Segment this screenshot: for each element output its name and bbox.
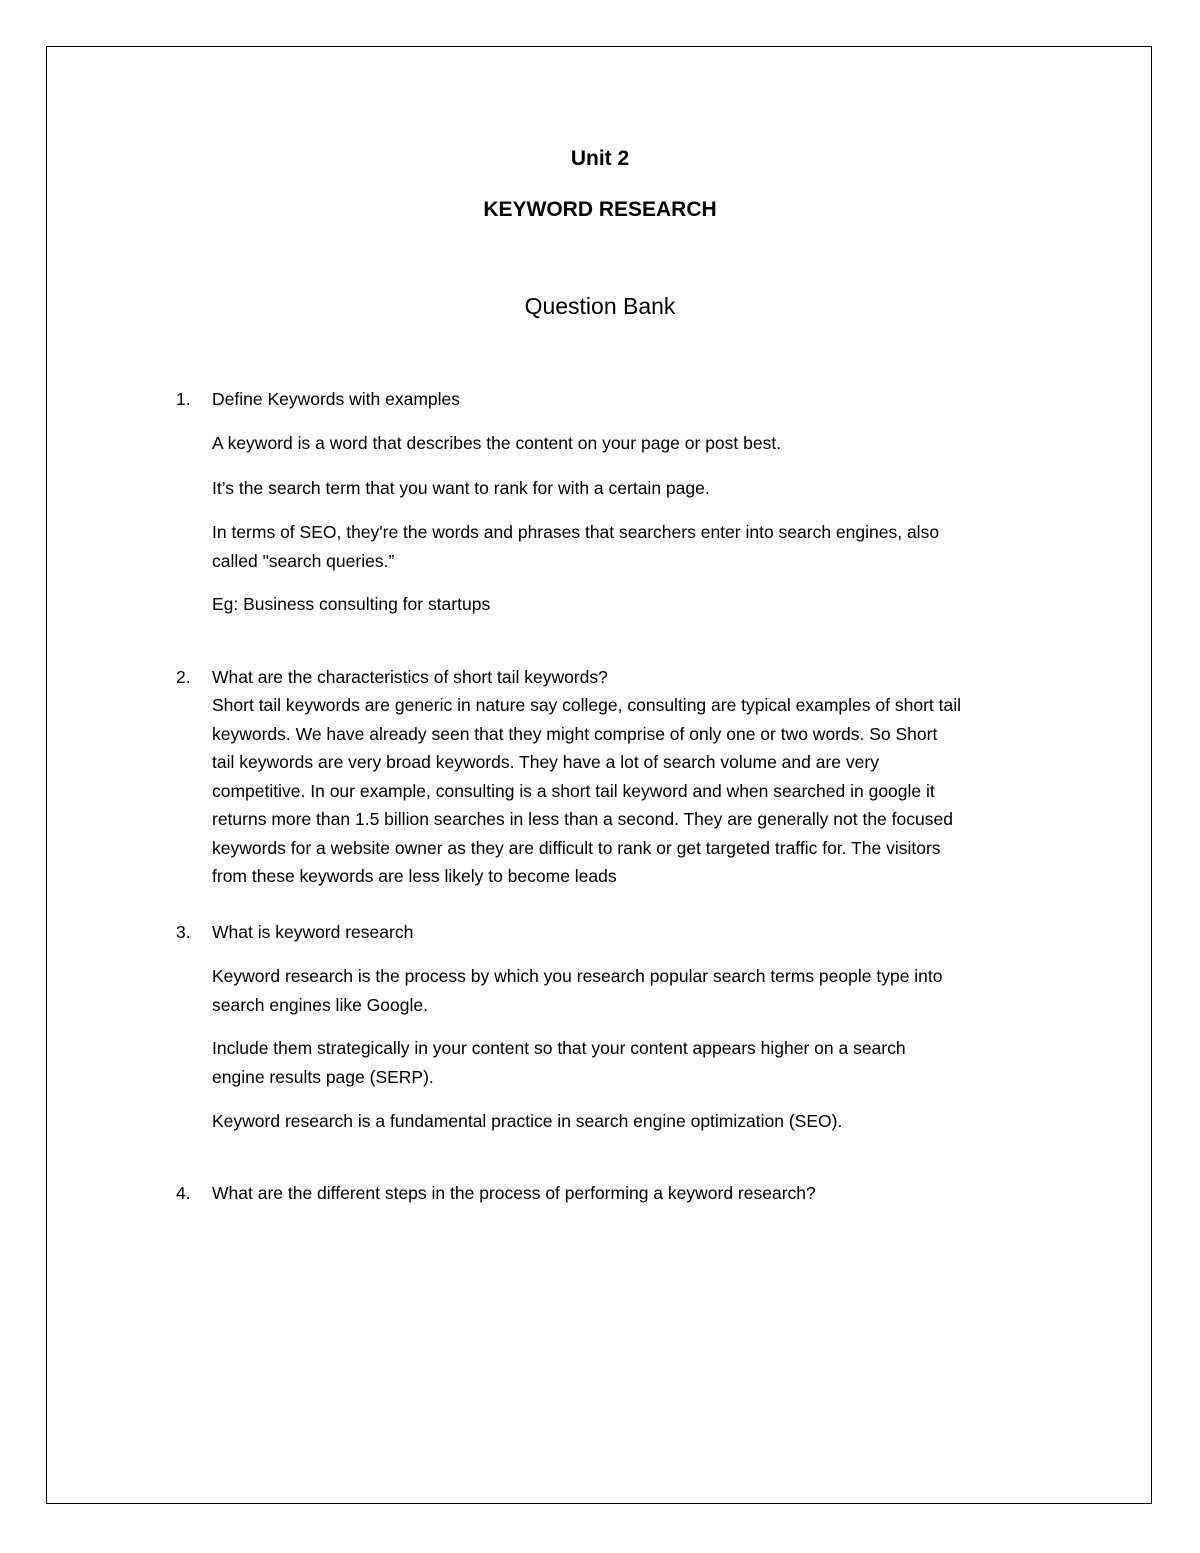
question-number: 1. [176, 389, 191, 409]
question-number: 3. [176, 922, 191, 942]
question-text: What are the characteristics of short tail keywords? [212, 667, 608, 687]
question-text: Define Keywords with examples [212, 389, 461, 409]
question-number: 4. [176, 1183, 191, 1203]
answer-line: In terms of SEO, they're the words and phrases that searchers enter into search engines, also [212, 522, 940, 542]
answer-line: keywords. We have already seen that they might comprise of only one or two words. So Short [212, 723, 938, 744]
answer-line: Short tail keywords are generic in nature say college, consulting are typical examples of short tail [212, 695, 961, 715]
answer-line: Include them strategically in your content so that your content appears higher on a search [212, 1038, 906, 1058]
answer-paragraph [212, 518, 1092, 575]
answer-line: keywords for a website owner as they are difficult to rank or get targeted traffic for. The visitors [212, 837, 941, 858]
answer-paragraph [212, 1034, 1092, 1091]
answer-line: A keyword is a word that describes the content on your page or post best. [212, 433, 782, 453]
answer-line: Keyword research is the process by which you research popular search terms people type into [212, 966, 943, 986]
answer-paragraph [212, 474, 1092, 503]
answer-line: tail keywords are very broad keywords. They have a lot of search volume and are very [212, 752, 879, 772]
answer-paragraph [212, 1107, 1092, 1136]
answer-line: Keyword research is a fundamental practice in search engine optimization (SEO). [212, 1111, 843, 1131]
document-title: KEYWORD RESEARCH [483, 198, 717, 221]
answer-paragraph [212, 691, 1092, 891]
answer-paragraph [212, 590, 1092, 619]
question-text: What is keyword research [212, 922, 414, 942]
answer-line: returns more than 1.5 billion searches in less than a second. They are generally not the focused [212, 809, 953, 829]
answer-line: competitive. In our example, consulting is a short tail keyword and when searched in google it [212, 780, 935, 801]
answer-line: Eg: Business consulting for startups [212, 594, 491, 614]
answer-line: engine results page (SERP). [212, 1066, 434, 1087]
section-heading: Question Bank [524, 293, 676, 319]
unit-heading: Unit 2 [570, 147, 630, 170]
question-text: What are the different steps in the process of performing a keyword research? [212, 1183, 816, 1203]
answer-line: from these keywords are less likely to become leads [212, 866, 617, 886]
answer-line: search engines like Google. [212, 994, 428, 1015]
question-number: 2. [176, 667, 191, 687]
answer-paragraph [212, 429, 1092, 458]
answer-line: called "search queries.” [212, 550, 395, 571]
answer-paragraph [212, 962, 1092, 1019]
answer-line: It’s the search term that you want to rank for with a certain page. [212, 478, 710, 498]
